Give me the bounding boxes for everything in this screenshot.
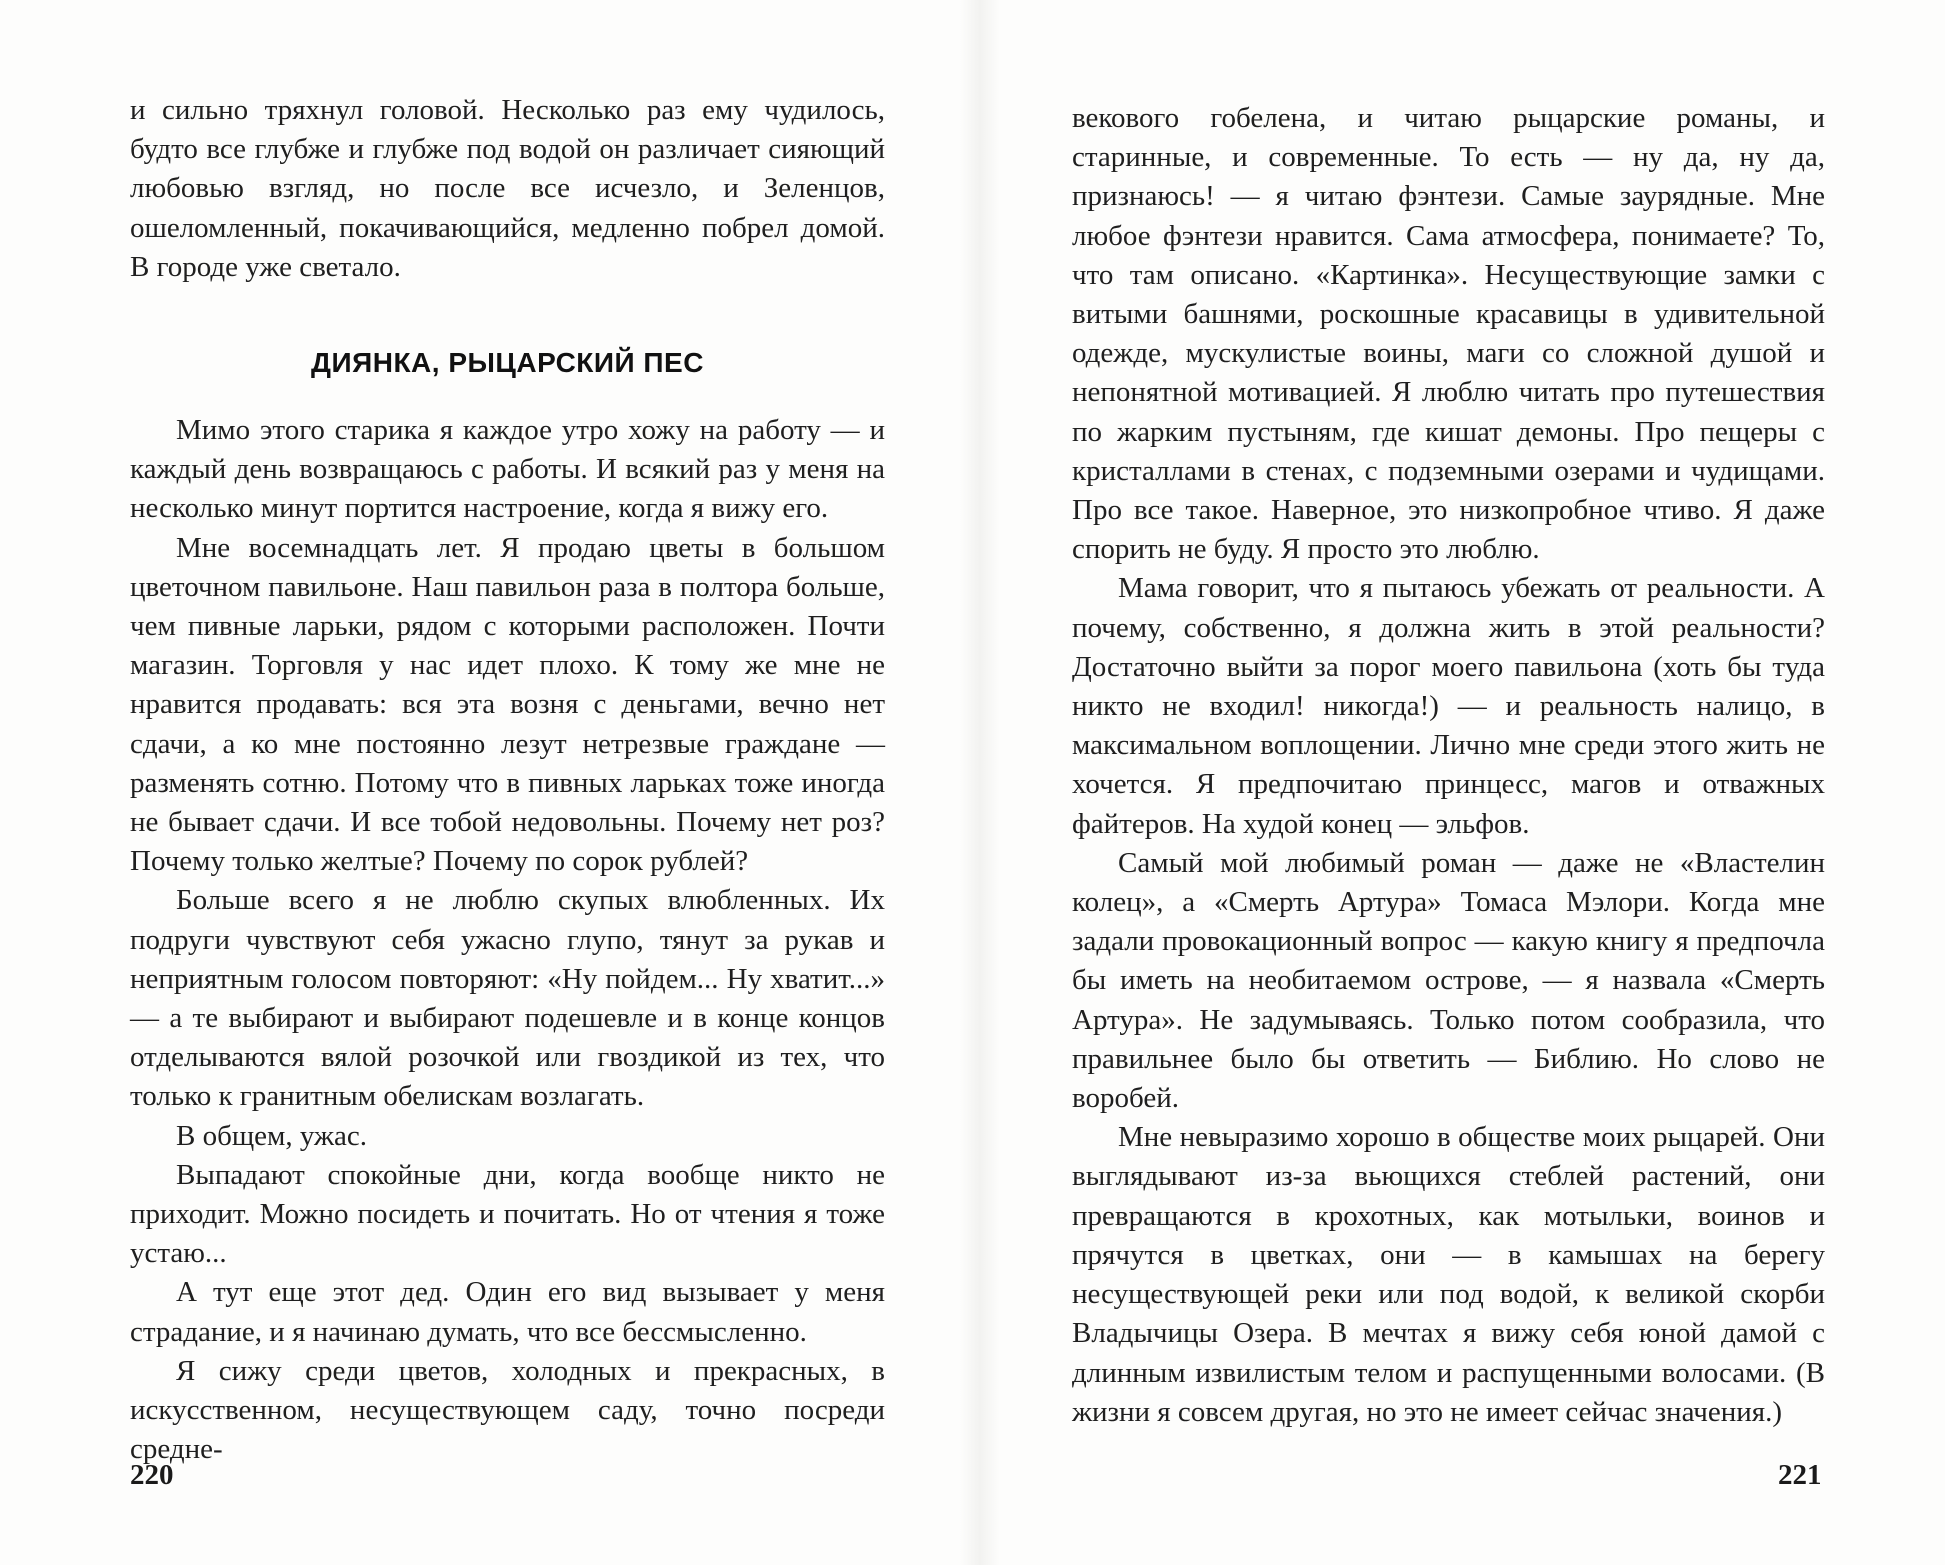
paragraph: Самый мой любимый роман — даже не «Властелин колец», а «Смерть Артура» Томаса Мэлори. Когда мне задали провокационный вопрос — какую книгу я предпочла бы иметь на необитаемом острове, — я назвала «Смерть Артура». Не задумываясь. Только потом сообразила, что правильнее было бы ответить — Библию. Но слово не воробей. xyxy=(1072,846,1825,1115)
left-page-text xyxy=(130,91,885,1470)
paragraph: Я сижу среди цветов, холодных и прекрасных, в искусственном, несуществующем саду, точно посреди средне- xyxy=(130,1354,885,1466)
paragraph: Больше всего я не люблю скупых влюбленных. Их подруги чувствуют себя ужасно глупо, тянут за рукав и неприятным голосом повторяют: «Ну пойдем... Ну хватит...» — а те выбирают и выбирают подешевле и в конце концов отделываются вялой розочкой или гвоздикой из тех, что только к гранитным обелискам возлагать. xyxy=(130,884,885,1113)
paragraph: Мимо этого старика я каждое утро хожу на работу — и каждый день возвращаюсь с работы. И всякий раз у меня на несколько минут портится настроение, когда я вижу его. xyxy=(130,414,885,525)
paragraph: Выпадают спокойные дни, когда вообще никто не приходит. Можно посидеть и почитать. Но от чтения я тоже устаю... xyxy=(130,1158,885,1270)
paragraph: Мама говорит, что я пытаюсь убежать от реальности. А почему, собственно, я должна жить в этой реальности? Достаточно выйти за порог моего павильона (хоть бы туда никто не входил! никогда!) — и реальность налицо, в максимальном воплощении. Лично мне среди этого жить не хочется. Я предпочитаю принцесс, магов и отважных файтеров. На худой конец — эльфов. xyxy=(1072,572,1825,840)
page-number: 221 xyxy=(1778,1459,1822,1491)
paragraph: Мне восемнадцать лет. Я продаю цветы в большом цветочном павильоне. Наш павильон раза в полтора больше, чем пивные ларьки, рядом с которыми расположен. Почти магазин. Торговля у нас идет плохо. К тому же мне не нравится продавать: вся эта возня с деньгами, вечно нет сдачи, а ко мне постоянно лезут нетрезвые граждане — разменять сотню. Потому что в пивных ларьках тоже иногда не бывает сдачи. И все тобой недовольны. Почему нет роз? Почему только желтые? Почему по сорок рублей? xyxy=(130,531,885,878)
paragraph-continued: векового гобелена, и читаю рыцарские романы, и старинные, и современные. То есть — ну да, ну да, признаюсь! — я читаю фэнтези. Самые заурядные. Мне любое фэнтези нравится. Сама атмосфера, понимаете? То, что там описано. «Картинка». Несуществующие замки с витыми башнями, роскошные красавицы в удивительной одежде, мускулистые воины, маги со сложной душой и непонятной мотивацией. Я люблю читать про путешествия по жарким пустыням, где кишат демоны. Про пещеры с кристаллами в стенах, с подземными озерами и чудищами. Про все такое. Наверное, это низкопробное чтиво. Я даже спорить не буду. Я просто это люблю. xyxy=(1072,102,1825,566)
paragraph-continued: и сильно тряхнул головой. Несколько раз ему чудилось, будто все глубже и глубже под водой он различает сияющий любовью взгляд, но после все исчезло, и Зеленцов, ошеломленный, покачивающийся, медленно побрел домой. В городе уже светало. xyxy=(130,94,885,283)
right-page-text xyxy=(1072,99,1825,1432)
page-number: 220 xyxy=(130,1459,174,1491)
paragraph: Мне невыразимо хорошо в обществе моих рыцарей. Они выглядывают из-за вьющихся стеблей растений, они превращаются в крохотных, как мотыльки, воинов и прячутся в цветках, они — в камышах на берегу несуществующей реки или под водой, к великой скорби Владычицы Озера. В мечтах я вижу себя юной дамой с длинным извилистым телом и распущенными волосами. (В жизни я совсем другая, но это не имеет сейчас значения.) xyxy=(1072,1121,1825,1428)
chapter-heading: ДИЯНКА, РЫЦАРСКИЙ ПЕС xyxy=(311,347,704,379)
paragraph: А тут еще этот дед. Один его вид вызывает у меня страдание, и я начинаю думать, что все бессмысленно. xyxy=(130,1276,885,1348)
right-page xyxy=(980,0,1945,1565)
paragraph: В общем, ужас. xyxy=(176,1119,368,1152)
